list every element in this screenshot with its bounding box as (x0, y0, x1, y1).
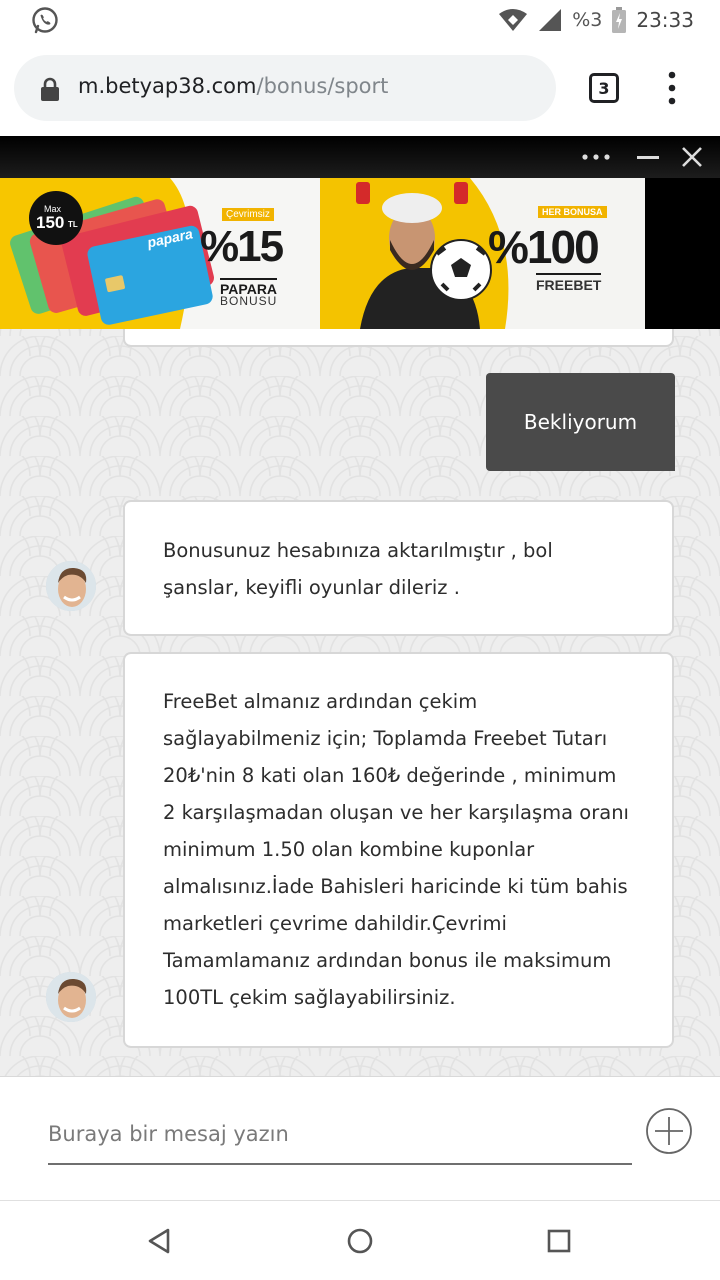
agent-avatar (46, 561, 96, 611)
android-navigation-bar (0, 1200, 720, 1280)
papara-percent: %15 (200, 222, 283, 271)
battery-charging-icon (612, 7, 626, 33)
battery-percentage: %3 (572, 9, 603, 31)
wifi-icon (498, 8, 528, 32)
message-composer (0, 1076, 720, 1200)
banner-filler (645, 178, 720, 329)
status-bar (0, 0, 720, 40)
clock: 23:33 (636, 8, 694, 32)
freebet-percent: %100 (488, 221, 598, 273)
agent-face-icon (46, 561, 96, 611)
more-options-icon[interactable] (580, 150, 612, 164)
url-path: /bonus/sport (256, 74, 389, 98)
user-message-bubble: Bekliyorum (486, 373, 675, 471)
papara-max-amount: 150 (36, 213, 65, 232)
freebet-subtitle: FREEBET (536, 273, 601, 293)
tab-switcher-button[interactable]: 3 (589, 73, 619, 103)
browser-toolbar (0, 40, 720, 136)
back-icon[interactable] (144, 1225, 176, 1257)
url-domain: m.betyap38.com (78, 74, 257, 98)
papara-title: PAPARA (220, 278, 277, 297)
papara-card-brand: papara (145, 225, 195, 251)
close-icon[interactable] (680, 145, 704, 169)
lock-icon (40, 77, 60, 101)
papara-max-unit: TL (68, 220, 78, 229)
browser-menu-icon[interactable] (660, 70, 684, 106)
address-bar[interactable] (14, 55, 556, 121)
agent-message-card: Bonusunuz hesabınıza aktarılmıştır , bol şanslar, keyifli oyunlar dileriz . (123, 500, 674, 636)
freebet-bonus-banner[interactable] (320, 178, 645, 329)
home-icon[interactable] (344, 1225, 376, 1257)
freebet-tag: HER BONUSA (538, 206, 607, 218)
papara-max-label: Max (44, 204, 62, 214)
chat-widget-header (0, 136, 720, 178)
minimize-icon[interactable] (636, 146, 660, 168)
whatsapp-icon (30, 6, 60, 36)
url-text[interactable] (78, 74, 388, 98)
recents-icon[interactable] (543, 1225, 575, 1257)
agent-message-card: FreeBet almanız ardından çekim sağlayabilmeniz için; Toplamda Freebet Tutarı 20₺'nin 8 kati olan 160₺ değerinde , minimum 2 karşılaşmadan oluşan ve her karşılaşma oranı minimum 1.50 olan kombine kuponlar almalısınız.İade Bahisleri haricinde ki tüm bahis marketleri çevrime dahildir.Çevrimi Tamamlamanız ardından bonus ile maksimum 100TL çekim sağlayabilirsiniz. (123, 652, 674, 1048)
agent-avatar (46, 972, 96, 1022)
papara-tag: Çevrimsiz (222, 208, 274, 221)
attach-plus-icon[interactable] (645, 1107, 693, 1155)
message-input[interactable] (48, 1105, 632, 1165)
agent-face-icon (46, 972, 96, 1022)
papara-subtitle: BONUSU (220, 294, 278, 308)
signal-icon (538, 8, 562, 32)
promo-banners (0, 178, 720, 329)
papara-bonus-banner[interactable] (0, 178, 320, 329)
previous-agent-message (123, 329, 674, 347)
